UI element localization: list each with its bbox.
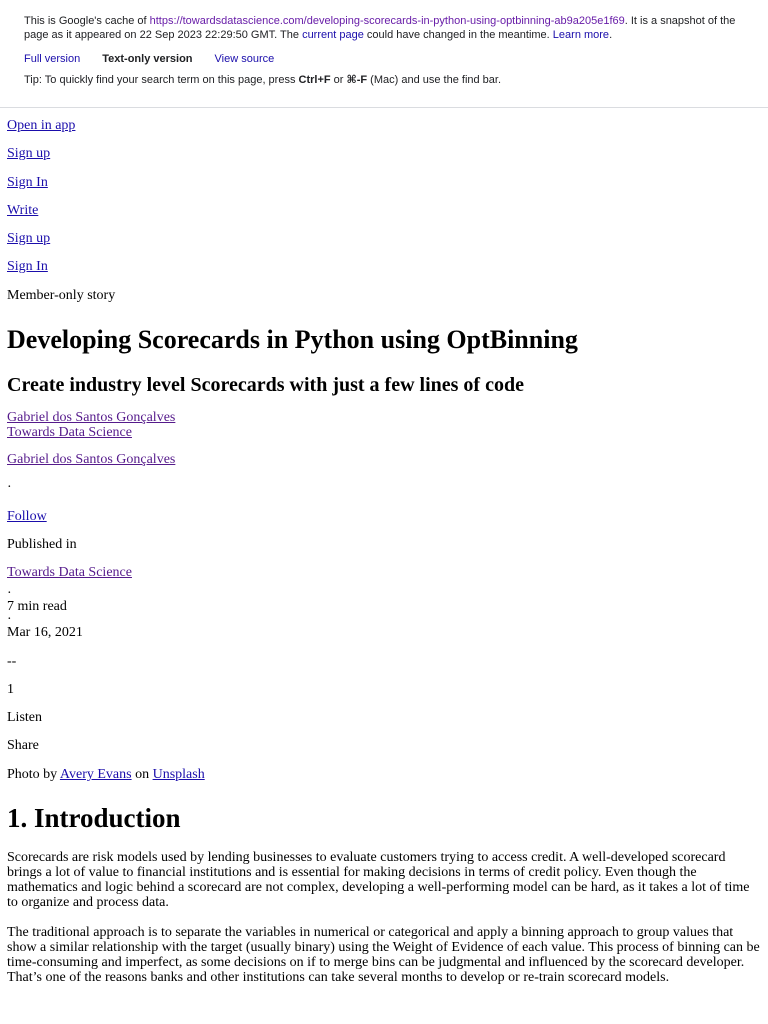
cache-notice-end: . [609, 29, 613, 41]
find-tip [24, 73, 744, 87]
full-version-link[interactable]: Full version [24, 53, 81, 65]
cmd-f-key: ⌘-F [346, 74, 368, 86]
sign-in-link-2[interactable]: Sign In [7, 259, 48, 275]
photo-credit [7, 761, 761, 789]
publication-link[interactable]: Towards Data Science [7, 425, 132, 441]
clap-count: 1 [7, 681, 14, 697]
unsplash-link[interactable]: Unsplash [152, 766, 205, 782]
nav-sign-in-2 [7, 253, 761, 281]
sign-up-link-2[interactable]: Sign up [7, 231, 51, 247]
publication-name-link[interactable]: Towards Data Science [7, 565, 132, 581]
learn-more-link[interactable]: Learn more [552, 29, 610, 41]
cache-notice-prefix: This is Google's cache of [24, 15, 150, 27]
paragraph-2: The traditional approach is to separate the variables in numerical or categorical and apply a binning approach to group values that show a similar relationship with the target (usually binary) using the Weight of Evidence of each value. This process of binning can be time-consuming and imperfect, as some decisions on if to merge bins can be judgmental and influenced by the scorecard developer. That’s one of the reasons banks and other institutions can take several months to develop or re-train scorecard models. [7, 925, 760, 986]
nav-sign-up [7, 140, 761, 168]
author-line [7, 446, 761, 474]
photographer-link[interactable]: Avery Evans [59, 766, 132, 782]
author-block [7, 410, 761, 440]
separator-dot-3: · [7, 611, 12, 627]
listen-button[interactable]: Listen [7, 710, 42, 726]
tip-suffix: (Mac) and use the find bar. [367, 74, 502, 86]
share-button[interactable]: Share [7, 738, 39, 754]
cached-url-link[interactable]: https://towardsdatascience.com/developing-scorecards-in-python-using-optbinning-ab9a205e1f69 [149, 15, 625, 27]
tip-prefix: Tip: To quickly find your search term on this page, press [24, 74, 299, 86]
ctrl-f-key: Ctrl+F [298, 74, 331, 86]
read-time: 7 min read [7, 598, 67, 614]
open-in-app-link[interactable]: Open in app [7, 118, 76, 133]
text-only-version-label: Text-only version [102, 53, 193, 65]
clap-dashes: -- [7, 653, 17, 669]
paragraph-1: Scorecards are risk models used by lending businesses to evaluate customers trying to access credit. A well-developed scorecard brings a lot of value to financial institutions and is essential for making decisions in terms of credit policy. Even though the mathematics and logic behind a scorecard are not complex, developing a well-performing model can be hard, as it takes a lot of time to organize and process data. [7, 850, 750, 911]
photo-by-label: Photo by [7, 766, 60, 782]
page-content [0, 112, 768, 985]
nav-sign-up-2 [7, 225, 761, 253]
follow-link[interactable]: Follow [7, 508, 47, 524]
nav-sign-in [7, 169, 761, 197]
photo-on-label: on [131, 766, 153, 782]
nav-open-in-app [7, 112, 761, 140]
cache-notice-middle: . It is a snapshot of the page as it appeared on 22 Sep 2023 22:29:50 GMT. The [24, 15, 736, 41]
article-title: Developing Scorecards in Python using OptBinning [7, 325, 578, 355]
version-switcher [24, 52, 744, 66]
published-in-label: Published in [7, 536, 77, 552]
sign-up-link[interactable]: Sign up [7, 146, 51, 162]
section-heading-introduction: 1. Introduction [7, 803, 181, 834]
tip-or: or [330, 74, 347, 86]
separator-dot: · [7, 480, 12, 496]
sign-in-link[interactable]: Sign In [7, 174, 48, 190]
member-only-label: Member-only story [7, 287, 116, 303]
google-cache-banner [0, 0, 768, 108]
write-link[interactable]: Write [7, 202, 39, 218]
publish-date: Mar 16, 2021 [7, 624, 83, 640]
cache-notice-after: could have changed in the meantime. [363, 29, 553, 41]
nav-write [7, 197, 761, 225]
publication-line [7, 559, 761, 587]
current-page-link[interactable]: current page [302, 29, 364, 41]
author-link[interactable]: Gabriel dos Santos Gonçalves [7, 410, 176, 426]
view-source-link[interactable]: View source [214, 53, 275, 65]
article-subtitle: Create industry level Scorecards with just a few lines of code [7, 374, 524, 397]
separator-dot-2: · [7, 585, 12, 601]
author-name-link[interactable]: Gabriel dos Santos Gonçalves [7, 452, 176, 468]
cache-notice [24, 14, 744, 42]
follow-line [7, 503, 761, 531]
